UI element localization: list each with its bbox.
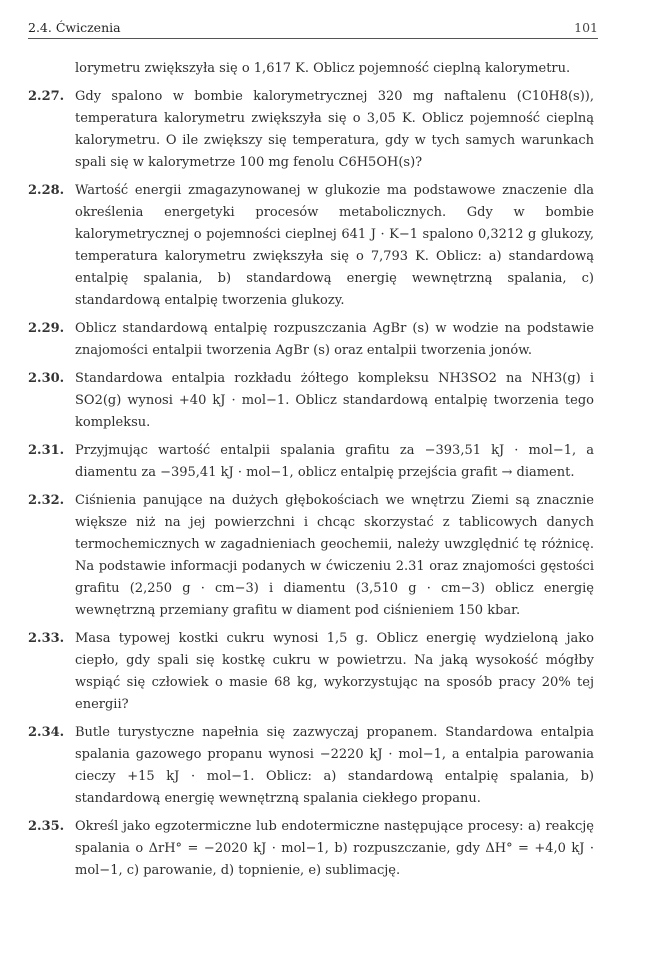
exercise-2-31	[28, 440, 594, 484]
exercise-number: 2.31.	[28, 443, 65, 458]
page-number: 101	[574, 20, 598, 35]
exercise-2-29	[28, 318, 594, 362]
header-rule	[28, 38, 598, 39]
exercise-number: 2.29.	[28, 321, 65, 336]
exercise-number: 2.28.	[28, 183, 65, 198]
exercise-2-32	[28, 490, 594, 622]
exercise-2-33	[28, 628, 594, 716]
exercise-text: Przyjmując wartość entalpii spalania grafitu za −393,51 kJ · mol−1, a diamentu za −395,41 kJ · mol−1, oblicz entalpię przejścia grafit → diament.	[75, 443, 594, 480]
continuation-text: lorymetru zwiększyła się o 1,617 K. Oblicz pojemność cieplną kalorymetru.	[75, 61, 571, 76]
exercise-number: 2.30.	[28, 371, 65, 386]
exercise-text: Wartość energii zmagazynowanej w glukozie ma podstawowe znaczenie dla określenia energetyki procesów metabolicznych. Gdy w bombie kalorymetrycznej o pojemności cieplnej 641 J · K−1 spalono 0,3212 g glukozy, temperatura kalorymetru zwiększyła się o 7,793 K. Oblicz: a) standardową entalpię spalania, b) standardową energię wewnętrzną spalania, c) standardową entalpię tworzenia glukozy.	[75, 183, 594, 308]
continuation-paragraph	[28, 58, 594, 80]
exercise-2-28	[28, 180, 594, 312]
exercise-text: Gdy spalono w bombie kalorymetrycznej 320 mg naftalenu (C10H8(s)), temperatura kalorymetru zwiększyła się o 3,05 K. Oblicz pojemność cieplną kalorymetru. O ile zwiększy się temperatura, gdy w tych samych warunkach spali się w kalorymetrze 100 mg fenolu C6H5OH(s)?	[75, 89, 594, 170]
exercise-text: Określ jako egzotermiczne lub endotermiczne następujące procesy: a) reakcję spalania o ΔrH° = −2020 kJ · mol−1, b) rozpuszczanie, gdy ΔH° = +4,0 kJ · mol−1, c) parowanie, d) topnienie, e) sublimację.	[75, 819, 594, 878]
exercise-list	[28, 58, 594, 888]
exercise-number: 2.33.	[28, 631, 65, 646]
exercise-text: Standardowa entalpia rozkładu żółtego kompleksu NH3SO2 na NH3(g) i SO2(g) wynosi +40 kJ · mol−1. Oblicz standardową entalpię tworzenia tego kompleksu.	[75, 371, 594, 430]
exercise-number: 2.34.	[28, 725, 65, 740]
exercise-text: Oblicz standardową entalpię rozpuszczania AgBr (s) w wodzie na podstawie znajomości entalpii tworzenia AgBr (s) oraz entalpii tworzenia jonów.	[75, 321, 594, 358]
exercise-number: 2.32.	[28, 493, 65, 508]
exercise-text: Masa typowej kostki cukru wynosi 1,5 g. Oblicz energię wydzieloną jako ciepło, gdy spali się kostkę cukru w powietrzu. Na jaką wysokość mógłby wspiąć się człowiek o masie 68 kg, wykorzystując na sposób pracy 20% tej energii?	[75, 631, 594, 712]
exercise-number: 2.27.	[28, 89, 65, 104]
exercise-2-34	[28, 722, 594, 810]
section-title: 2.4. Ćwiczenia	[28, 20, 121, 35]
exercise-2-27	[28, 86, 594, 174]
exercise-number: 2.35.	[28, 819, 65, 834]
page-header	[28, 20, 598, 42]
exercise-text: Ciśnienia panujące na dużych głębokościach we wnętrzu Ziemi są znacznie większe niż na jej powierzchni i chcąc skorzystać z tablicowych danych termochemicznych w zagadnieniach geochemii, należy uwzględnić tę różnicę. Na podstawie informacji podanych w ćwiczeniu 2.31 oraz znajomości gęstości grafitu (2,250 g · cm−3) i diamentu (3,510 g · cm−3) oblicz energię wewnętrzną przemiany grafitu w diament pod ciśnieniem 150 kbar.	[75, 493, 594, 618]
exercise-2-30	[28, 368, 594, 434]
exercise-2-35	[28, 816, 594, 882]
exercise-text: Butle turystyczne napełnia się zazwyczaj propanem. Standardowa entalpia spalania gazowego propanu wynosi −2220 kJ · mol−1, a entalpia parowania cieczy +15 kJ · mol−1. Oblicz: a) standardową entalpię spalania, b) standardową energię wewnętrzną spalania ciekłego propanu.	[75, 725, 594, 806]
